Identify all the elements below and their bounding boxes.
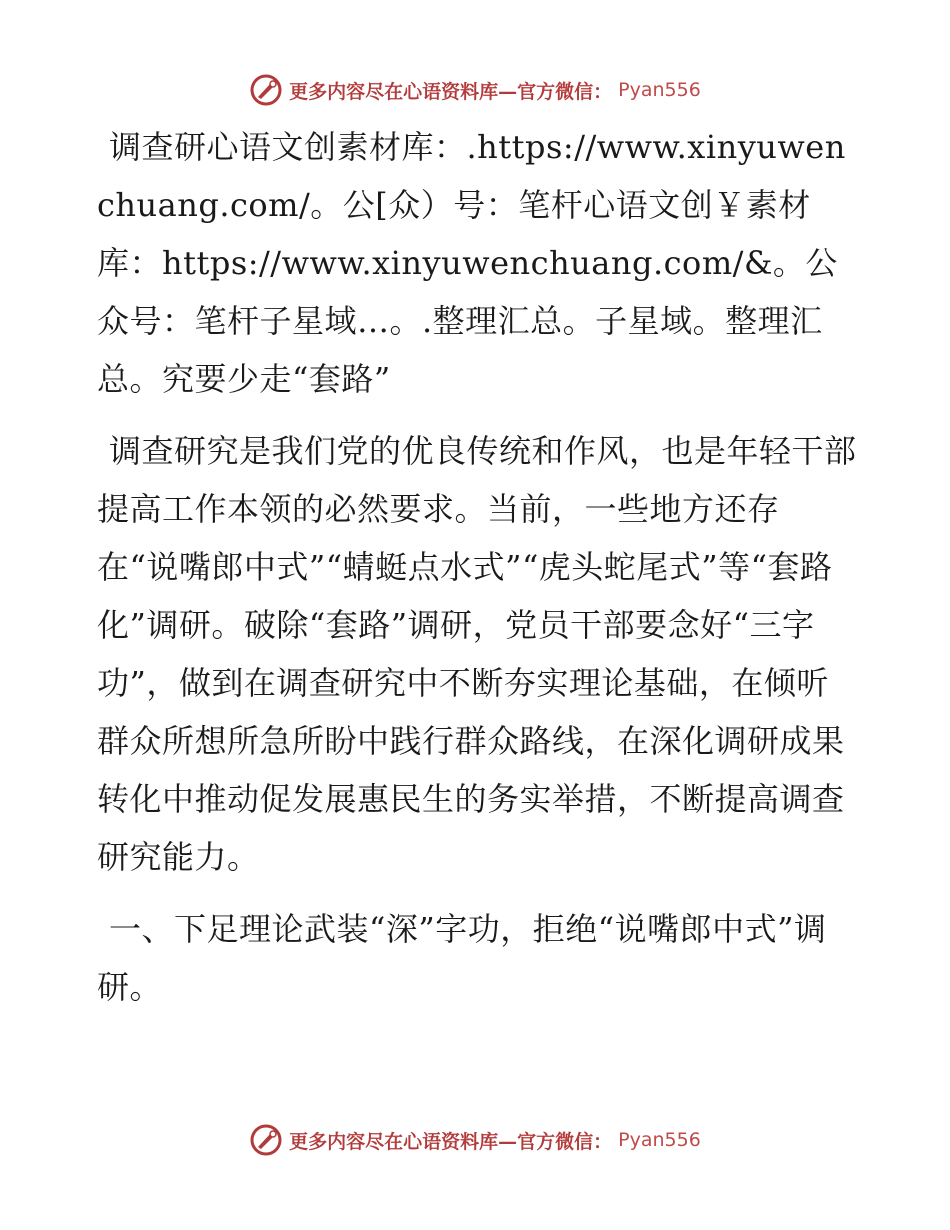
paragraph-main: 调查研究是我们党的优良传统和作风，也是年轻干部提高工作本领的必然要求。当前，一些地方还存在“说嘴郎中式”“蜻蜓点水式”“虎头蛇尾式”等“套路化”调研。破除“套路”调研，党员干部要念好“三字功”，做到在调查研究中不断夯实理论基础，在倾听群众所想所急所盼中践行群众路线，在深化调研成果转化中推动促发展惠民生的务实举措，不断提高调查研究能力。 <box>97 432 857 876</box>
quill-seal-icon <box>249 73 283 107</box>
document-body <box>97 118 857 1016</box>
banner-text: 更多内容尽在心语资料库—官方微信： <box>289 1130 613 1153</box>
banner-text: 更多内容尽在心语资料库—官方微信： <box>289 80 613 103</box>
paragraph-intro: 调查研心语文创素材库：.https://www.xinyuwenchuang.com/。公[众）号：笔杆心语文创￥素材库：https://www.xinyuwenchuang.com/&。公众号：笔杆子星域…。.整理汇总。子星域。整理汇总。究要少走“套路” <box>97 128 846 398</box>
paragraph-heading-1: 一、下足理论武装“深”字功，拒绝“说嘴郎中式”调研。 <box>97 910 827 1006</box>
quill-seal-icon <box>249 1123 283 1157</box>
banner-contact: Pyan556 <box>618 1129 701 1151</box>
banner-contact: Pyan556 <box>618 79 701 101</box>
footer-watermark-banner <box>0 1120 950 1160</box>
header-watermark-banner <box>0 70 950 110</box>
